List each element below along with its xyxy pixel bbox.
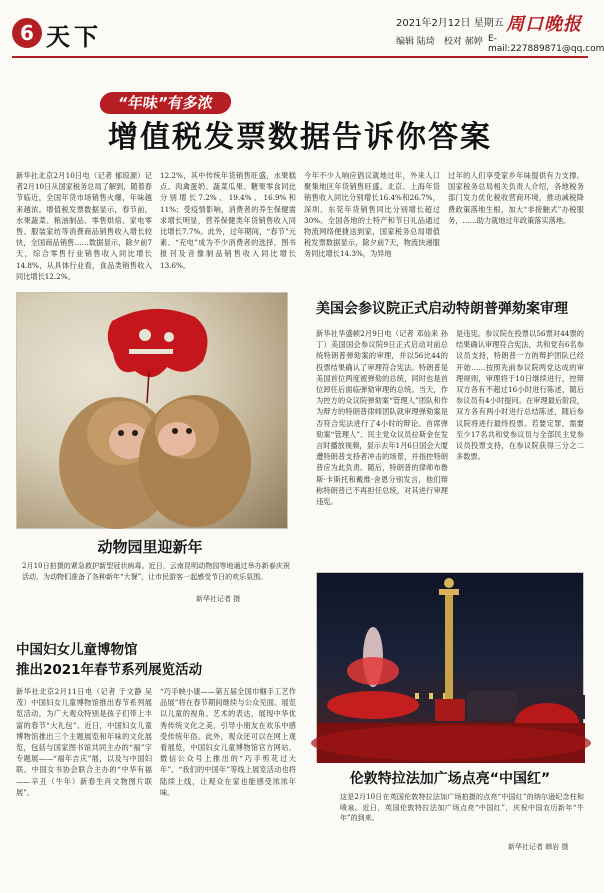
- london-photo-credit: 新华社记者 韩岩 摄: [508, 843, 569, 851]
- zoo-photo-title: 动物园里迎新年: [97, 538, 203, 556]
- section-title: 天下: [46, 22, 102, 51]
- lead-body-col-4: 过年的人们享受家乡年味提供有力支撑。国家税务总局相关负责人介绍，各地税务部门发力优化税收营商环境，推动减税降费政策落地生根，加大“非接触式”办税服务，……助力就地过年政策落实落地。: [448, 171, 584, 225]
- us-story-headline: 美国会参议院正式启动特朗普弹劾案审理: [316, 301, 568, 317]
- page-number-badge: 6: [12, 18, 42, 48]
- zoo-photo-credit: 新华社记者 摄: [196, 595, 241, 603]
- zoo-caption-text: 2月10日拍摄的紧急救护新型冠状病毒。近日，云南昆明动物园等地通过举办新春庆祝活动，为动物们准备了各种新年“大餐”，让市民游客一起感受节日的欢乐氛围。: [22, 562, 290, 581]
- monkeys-photo: [16, 292, 288, 529]
- lead-body-col-3: 今年不少人响应倡议就地过年，外来人口聚集地区年货销售旺盛。北京、上海年货销售收入同比分别增长16.4%和26.7%，深圳、东莞年货销售同比分别增长超过30%。全国各地的土特产和节日礼品通过物流网络便捷送到家，国家税务总局增值税发票数据显示，除夕前7天，物流快递服务同比增长14.3%，为异地: [304, 171, 440, 259]
- newspaper-logo: 周口晚报: [506, 14, 582, 35]
- editor-credits: 编辑 陆琦 校对 郝婷: [396, 37, 483, 47]
- editor-email: E-mail:227889871@qq.com: [488, 34, 604, 54]
- monkeys-illustration: [17, 293, 289, 530]
- london-headline: 伦敦特拉法加广场点亮“中国红”: [349, 771, 551, 787]
- museum-headline-line1: 中国妇女儿童博物馆: [16, 642, 138, 658]
- lead-kicker: “年味”有多浓: [98, 92, 232, 114]
- museum-body-col-1: 新华社北京2月11日电（记者 于文静 吴茂）中国妇女儿童博物馆推出春节系列展览活动，为广大观众特别是孩子们带上丰富的春节“大礼包”。近日，中国妇女儿童博物馆推出三个主题展览和年味的文化展览，包括与国家图书馆共同主办的“福”字专题展——“福年吉庆”展，以及与中国妇联、中国女书协会联合主办的“中华有福——辛丑（牛年）新春生肖文物图片联展”。: [16, 687, 152, 797]
- trafalgar-illustration: [317, 573, 585, 763]
- issue-date: 2021年2月12日 星期五: [396, 18, 504, 29]
- lead-body-col-2: 12.2%，其中传统年货销售旺盛，水果糕点、肉禽蛋奶、蔬菜瓜果、糖果零食同比分别增长7.2%、19.4%、16.9%和11%；受疫情影响，消费者的养生保健需求增长明显，营养保健类年货销售收入同比增长7.7%。此外，过年期间，“春节”元素、“充电”成为不少消费者的选择，图书报刊及音像制品销售收入同比增长13.6%。: [160, 171, 296, 270]
- london-caption: 这是2月10日在英国伦敦特拉法加广场拍摄的点亮“中国红”的纳尔逊纪念柱和喷泉。近日，英国伦敦特拉法加广场点亮“中国红”，庆祝中国农历新年“牛年”的到来。: [340, 793, 584, 822]
- lead-body-col-1: 新华社北京2月10日电（记者 郁琼源）记者2月10日从国家税务总局了解到，随着春节临近，全国年货市场销售火爆，年味越来越浓。增值税发票数据显示，春节前，水果蔬菜、粮油制品、零售烘焙、家电零售、服装家纺等消费商品销售收入增长较快，全国商品销售……数据显示，除夕前7天，综合零售行业销售收入同比增长14.8%，从具体行业看，食品类销售收入同比增长12.2%。: [16, 171, 152, 281]
- us-story-col-1: 新华社华盛顿2月9日电（记者 邓仙来 孙丁）美国国会参议院9日正式启动对前总统特朗普弹劾案的审理，并以56比44的投票结果确认了审理符合宪法。特朗普是美国首位两度被弹劾的总统，同时也是首位卸任后面临弹劾审理的总统。当天，作为控方的众议院弹劾案“管理人”团队和作为辩方的特朗普律师团队就审理弹劾案是否符合宪法进行了4小时的辩论。首席弹劾案“管理人”、民主党众议员拉斯金在发言时播放视频，显示去年1月6日国会大厦遭特朗普支持者冲击的场景，并指控特朗普应为此负责。随后，特朗普的律师布鲁斯·卡斯托和戴维·舍恩分别发言，他们辩称特朗普已不再担任总统，对其进行审理违宪。: [316, 329, 448, 507]
- us-story-col-2: 是违宪。参议院在投票以56票对44票的结果确认审理符合宪法，共和党有6名参议员支持，特朗普一方的辩护团队已经开始……按照先前参议院两党达成的审理规则，审理将于10日继续进行，控辩双方各有不超过16小时进行陈述，随后参议员有4小时提问。在审理最后阶段，双方各有两小时进行总结陈述，随后参议院将进行最终投票。若要定罪，需要至少17名共和党参议员与全部民主党参议员投票支持，在参议院获得三分之二多数票。: [456, 329, 584, 462]
- museum-body-col-2: “巧手映小康——第五届全国巾帼手工艺作品展”将在春节期间继续与公众见面。展览以儿童的视角、艺术的表达，展现中华优秀传统文化之美，引导小朋友在欢乐中感受传统年俗。此外，观众还可以在网上观看展览，中国妇女儿童博物馆官方网站、微信公众号上推出的“巧手剪花过大年”、“我们的中国年”等线上展览活动也将陆续上线，让观众在家也能感受浓浓年味。: [160, 687, 296, 797]
- lead-headline: 增值税发票数据告诉你答案: [108, 120, 492, 155]
- header-divider: [12, 56, 588, 58]
- trafalgar-square-photo: [316, 572, 584, 762]
- museum-headline-line2: 推出2021年春节系列展览活动: [16, 662, 203, 678]
